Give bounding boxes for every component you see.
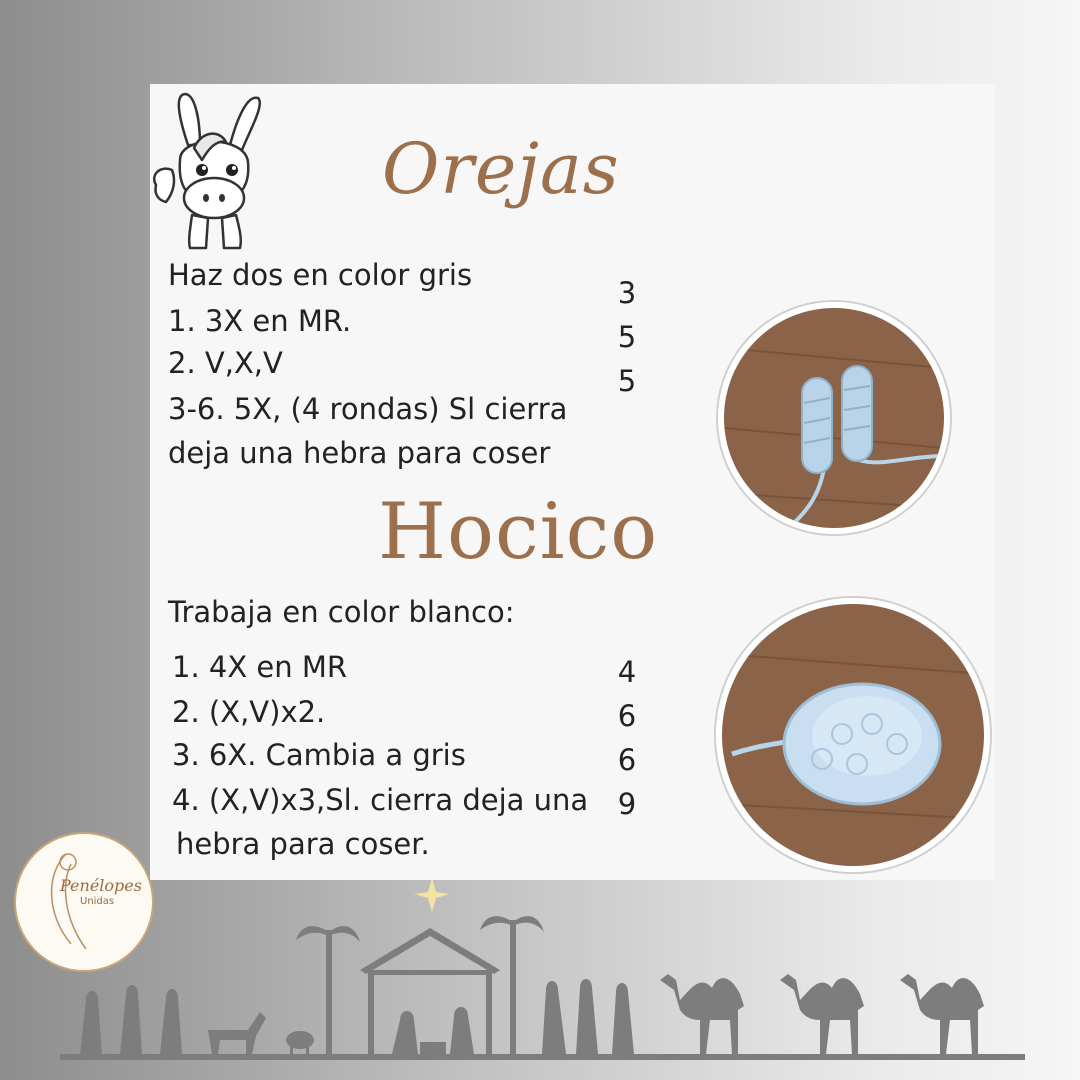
orejas-count: 3 — [617, 276, 637, 310]
orejas-count: 5 — [617, 320, 637, 354]
orejas-line: deja una hebra para coser — [168, 436, 551, 470]
hocico-count: 4 — [617, 655, 637, 689]
logo-name: Penélopes — [60, 876, 142, 895]
hocico-line: 4. (X,V)x3,Sl. cierra deja una — [172, 783, 589, 817]
ears-photo — [718, 302, 950, 534]
nativity-silhouette — [0, 870, 1080, 1080]
hocico-line: hebra para coser. — [176, 827, 430, 861]
orejas-line: 3-6. 5X, (4 rondas) Sl cierra — [168, 392, 568, 426]
orejas-title: Orejas — [382, 128, 620, 210]
orejas-line: Haz dos en color gris — [168, 258, 473, 292]
hocico-count: 9 — [617, 787, 637, 821]
logo-subname: Unidas — [80, 896, 115, 907]
orejas-line: 2. V,X,V — [168, 346, 283, 380]
hocico-line: 2. (X,V)x2. — [172, 695, 326, 729]
donkey-illustration — [150, 90, 265, 265]
hocico-line: 1. 4X en MR — [172, 650, 348, 684]
hocico-title: Hocico — [378, 487, 659, 577]
hocico-count: 6 — [617, 699, 637, 733]
hocico-line: 3. 6X. Cambia a gris — [172, 738, 466, 772]
hocico-count: 6 — [617, 743, 637, 777]
snout-photo — [716, 598, 990, 872]
orejas-line: 1. 3X en MR. — [168, 304, 352, 338]
hocico-intro: Trabaja en color blanco: — [168, 595, 515, 629]
orejas-count: 5 — [617, 364, 637, 398]
